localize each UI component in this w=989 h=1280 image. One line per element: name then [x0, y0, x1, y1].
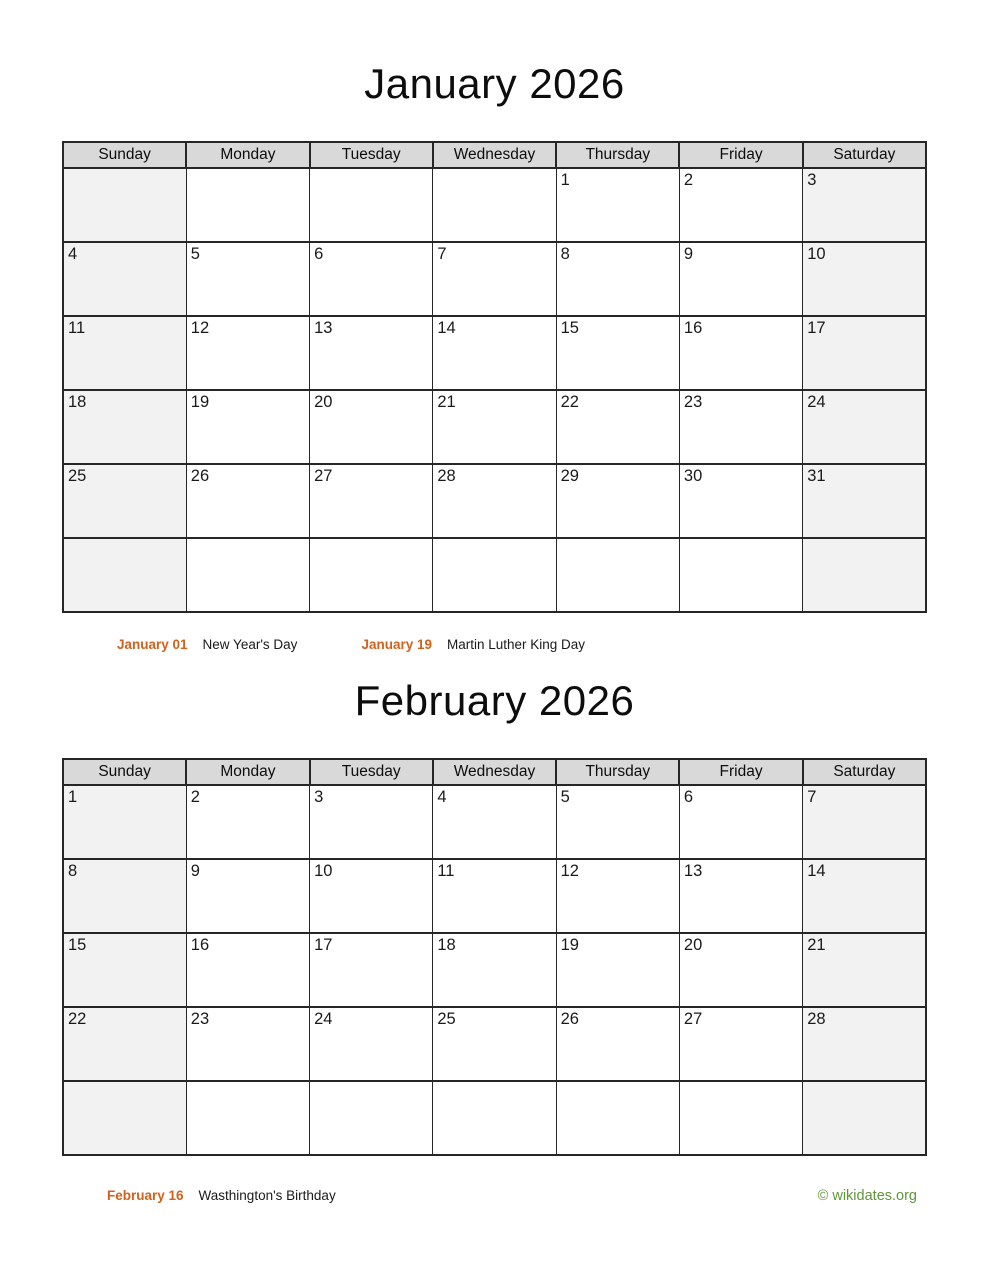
calendar-empty-cell [186, 1081, 309, 1155]
week-row [63, 168, 926, 242]
day-header-thursday: Thursday [556, 142, 679, 168]
week-row [63, 933, 926, 1007]
week-row [63, 464, 926, 538]
calendar-day-cell: 9 [679, 242, 802, 316]
week-row [63, 1081, 926, 1155]
day-header-friday: Friday [679, 142, 802, 168]
calendar-day-cell: 1 [556, 168, 679, 242]
calendar-day-cell: 25 [433, 1007, 556, 1081]
calendar-day-cell: 9 [186, 859, 309, 933]
day-header-row [63, 142, 926, 168]
week-row [63, 316, 926, 390]
calendar-day-cell: 24 [803, 390, 926, 464]
calendar-day-cell: 23 [679, 390, 802, 464]
calendar-day-cell: 3 [803, 168, 926, 242]
copyright-link[interactable]: © wikidates.org [817, 1187, 917, 1204]
calendar-day-cell: 10 [310, 859, 433, 933]
calendar-day-cell: 13 [679, 859, 802, 933]
calendar-empty-cell [679, 1081, 802, 1155]
holiday-name: Martin Luther King Day [446, 636, 586, 652]
calendar-empty-cell [310, 1081, 433, 1155]
calendar-day-cell: 7 [803, 785, 926, 859]
calendar-day-cell: 29 [556, 464, 679, 538]
holiday-notes-january [62, 635, 927, 655]
calendar-day-cell: 28 [433, 464, 556, 538]
calendar-day-cell: 12 [186, 316, 309, 390]
calendar-day-cell: 26 [186, 464, 309, 538]
holiday-name: New Year's Day [202, 636, 298, 652]
calendar-table-january [62, 141, 927, 613]
holiday-note [361, 635, 585, 655]
calendar-day-cell: 5 [556, 785, 679, 859]
week-row [63, 785, 926, 859]
calendar-day-cell: 18 [63, 390, 186, 464]
month-section-february [62, 655, 927, 1206]
calendar-day-cell: 15 [556, 316, 679, 390]
calendar-day-cell: 1 [63, 785, 186, 859]
calendar-day-cell: 19 [186, 390, 309, 464]
month-title-february: February 2026 [354, 676, 635, 724]
day-header-wednesday: Wednesday [433, 759, 556, 785]
calendar-day-cell: 14 [803, 859, 926, 933]
calendar-empty-cell [433, 168, 556, 242]
calendar-day-cell: 2 [186, 785, 309, 859]
day-header-wednesday: Wednesday [433, 142, 556, 168]
calendar-day-cell: 6 [310, 242, 433, 316]
page-footer [62, 1186, 927, 1206]
calendar-empty-cell [310, 168, 433, 242]
calendar-empty-cell [679, 538, 802, 612]
calendar-day-cell: 25 [63, 464, 186, 538]
month-section-january [62, 0, 927, 655]
day-header-tuesday: Tuesday [310, 142, 433, 168]
calendar-empty-cell [310, 538, 433, 612]
calendar-day-cell: 4 [63, 242, 186, 316]
day-header-monday: Monday [186, 142, 309, 168]
calendar-day-cell: 17 [310, 933, 433, 1007]
calendar-empty-cell [433, 1081, 556, 1155]
calendar-body [63, 785, 926, 1155]
holiday-note [117, 635, 297, 655]
calendar-day-cell: 4 [433, 785, 556, 859]
calendar-day-cell: 11 [433, 859, 556, 933]
calendar-day-cell: 31 [803, 464, 926, 538]
calendar-day-cell: 5 [186, 242, 309, 316]
calendar-empty-cell [63, 538, 186, 612]
calendar-day-cell: 16 [186, 933, 309, 1007]
calendar-empty-cell [556, 538, 679, 612]
calendar-day-cell: 21 [803, 933, 926, 1007]
week-row [63, 538, 926, 612]
calendar-day-cell: 21 [433, 390, 556, 464]
calendar-table-february [62, 758, 927, 1156]
week-row [63, 1007, 926, 1081]
calendar-empty-cell [433, 538, 556, 612]
calendar-day-cell: 10 [803, 242, 926, 316]
holiday-note [107, 1186, 336, 1206]
calendar-empty-cell [556, 1081, 679, 1155]
calendar-day-cell: 3 [310, 785, 433, 859]
week-row [63, 390, 926, 464]
calendar-empty-cell [63, 168, 186, 242]
calendar-day-cell: 12 [556, 859, 679, 933]
day-header-thursday: Thursday [556, 759, 679, 785]
calendar-body [63, 168, 926, 612]
day-header-saturday: Saturday [803, 142, 926, 168]
calendar-day-cell: 26 [556, 1007, 679, 1081]
week-row [63, 859, 926, 933]
calendar-day-cell: 27 [310, 464, 433, 538]
calendar-day-cell: 30 [679, 464, 802, 538]
calendar-day-cell: 14 [433, 316, 556, 390]
holiday-notes-february [107, 1186, 336, 1206]
calendar-day-cell: 24 [310, 1007, 433, 1081]
calendar-day-cell: 22 [63, 1007, 186, 1081]
calendar-day-cell: 27 [679, 1007, 802, 1081]
calendar-day-cell: 13 [310, 316, 433, 390]
calendar-day-cell: 28 [803, 1007, 926, 1081]
holiday-name: Wasthington's Birthday [198, 1187, 336, 1203]
week-row [63, 242, 926, 316]
day-header-monday: Monday [186, 759, 309, 785]
calendar-empty-cell [63, 1081, 186, 1155]
day-header-row [63, 759, 926, 785]
calendar-empty-cell [186, 538, 309, 612]
month-title-january: January 2026 [364, 60, 625, 107]
day-header-tuesday: Tuesday [310, 759, 433, 785]
calendar-day-cell: 17 [803, 316, 926, 390]
calendar-day-cell: 2 [679, 168, 802, 242]
calendar-day-cell: 6 [679, 785, 802, 859]
calendar-day-cell: 7 [433, 242, 556, 316]
calendar-day-cell: 22 [556, 390, 679, 464]
calendar-empty-cell [803, 538, 926, 612]
calendar-day-cell: 11 [63, 316, 186, 390]
calendar-day-cell: 15 [63, 933, 186, 1007]
calendar-day-cell: 20 [310, 390, 433, 464]
calendar-day-cell: 16 [679, 316, 802, 390]
calendar-day-cell: 20 [679, 933, 802, 1007]
holiday-date: February 16 [107, 1187, 184, 1203]
day-header-saturday: Saturday [803, 759, 926, 785]
day-header-sunday: Sunday [63, 142, 186, 168]
calendar-empty-cell [186, 168, 309, 242]
day-header-sunday: Sunday [63, 759, 186, 785]
calendar-day-cell: 8 [556, 242, 679, 316]
calendar-day-cell: 23 [186, 1007, 309, 1081]
calendar-day-cell: 18 [433, 933, 556, 1007]
calendar-day-cell: 8 [63, 859, 186, 933]
holiday-date: January 19 [361, 636, 432, 652]
day-header-friday: Friday [679, 759, 802, 785]
holiday-date: January 01 [117, 636, 188, 652]
calendar-empty-cell [803, 1081, 926, 1155]
calendar-day-cell: 19 [556, 933, 679, 1007]
